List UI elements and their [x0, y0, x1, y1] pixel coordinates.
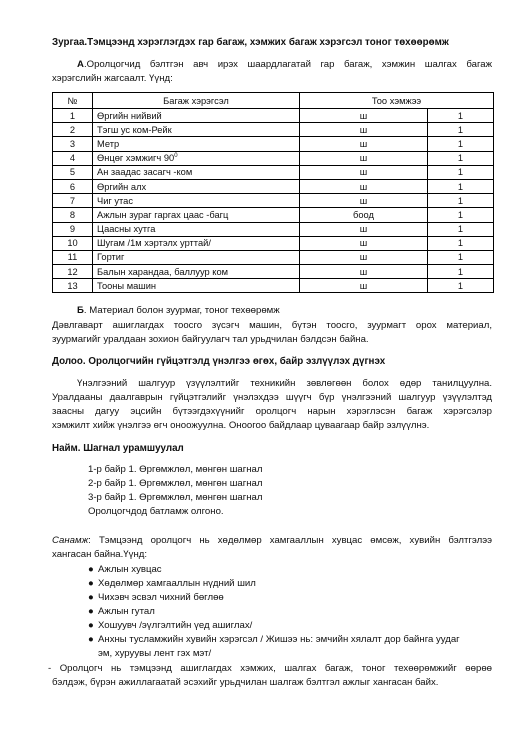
note-text: : Тэмцээнд оролцогч нь хөдөлмөр хамгааллын хувцас өмсөж, хувийн бэлтгэлээ [88, 535, 492, 546]
row-number-cell: 10 [53, 236, 93, 250]
bullet-dot-icon: ● [88, 578, 94, 589]
tool-name-cell: Ан заадас засагч -ком [93, 165, 300, 179]
section-b-title-text: . Материал болон зуурмаг, тоног техөөрөмж [83, 305, 280, 316]
unit-cell: ш [300, 151, 428, 165]
table-row [53, 137, 494, 151]
unit-cell: ш [300, 236, 428, 250]
note-line2: хангасан байна.Үүнд: [52, 549, 148, 560]
section-b-letter: Б [77, 305, 84, 316]
unit-cell: ш [300, 165, 428, 179]
section-b-line1: Дәвлгаварт ашиглагдах тоосго зүсэгч машин, бүтэн тоосго, зуурмагт орох материал, [52, 320, 492, 331]
table-row [53, 222, 494, 236]
bullet-item: ● Хөдөлмөр хамгааллын нүдний шил [88, 578, 256, 589]
unit-cell: ш [300, 279, 428, 293]
bullet-dot-icon: ● [88, 592, 94, 603]
unit-cell: ш [300, 123, 428, 137]
row-number-cell: 6 [53, 179, 93, 193]
unit-cell: ш [300, 250, 428, 264]
note-line1 [52, 534, 492, 548]
quantity-cell: 1 [428, 279, 494, 293]
unit-cell: боод [300, 208, 428, 222]
tool-name-cell: Гортиг [93, 250, 300, 264]
bullet-item: ● Ажлын хувцас [88, 564, 162, 575]
section-six-heading: Зургаа.Тэмцээнд хэрэглэгдэх гар багаж, хэмжих багаж хэрэгсэл тоног төхөөрөмж [52, 37, 449, 48]
bullet-item: ● Анхны тусламжийн хувийн хэрэгсэл / Жишээ нь: эмчийн хялалт дор байнга уудаг [88, 634, 460, 645]
table-row [53, 151, 494, 165]
eval-line4: хэмжилт хийж үнэлгээ өгч оноожуулна. Оноогоо байдлаар цуваагаар байр эзлүүлнэ. [52, 420, 430, 431]
unit-cell: ш [300, 194, 428, 208]
section-seven-heading: Долоо. Оролцогчийн гүйцэтгэлд үнэлгээ өгөх, байр эзлүүлэх дүгнэх [52, 356, 386, 367]
tool-name-cell: Балын харандаа, баллуур ком [93, 265, 300, 279]
section-a-line2: хэрэгслийн жагсаалт. Үүнд: [52, 73, 173, 84]
row-number-cell: 7 [53, 194, 93, 208]
table-header-row [53, 93, 494, 109]
unit-cell: ш [300, 265, 428, 279]
section-a-letter: А [77, 59, 84, 70]
table-row [53, 123, 494, 137]
row-number-cell: 2 [53, 123, 93, 137]
table-row [53, 194, 494, 208]
bullet-dot-icon: ● [88, 564, 94, 575]
unit-cell: ш [300, 179, 428, 193]
row-number-cell: 9 [53, 222, 93, 236]
unit-cell: ш [300, 109, 428, 123]
section-a-line1 [52, 58, 492, 72]
closing-line2: бэлдэж, бүрэн ажиллагаатай эсэхийг урьдчилан шалгаж бэлтгэл ажлыг хангасан байх. [52, 677, 439, 688]
bullet-item: ● Чихэвч эсвэл чихний бөглөө [88, 592, 224, 603]
tool-name-cell: Цаасны хутга [93, 222, 300, 236]
row-number-cell: 11 [53, 250, 93, 264]
section-a-text: .Оролцогчид бэлтгэн авч ирэх шаардлагатай гар багаж, хэмжин шалгах багаж [83, 59, 492, 70]
quantity-cell: 1 [428, 222, 494, 236]
tool-name-cell: Өнцөг хэмжигч $90^0$ [93, 151, 300, 165]
tool-name-cell: Өргийн нийвий [93, 109, 300, 123]
eval-line3: заасны дагуу эцсийн бүтээгдэхүүнийг оролцогч нарын хэрэглэсэн багаж хэрэгсэлэр [52, 406, 492, 417]
unit-cell: ш [300, 137, 428, 151]
table-row [53, 236, 494, 250]
table-row [53, 279, 494, 293]
eval-line1: Үнэлгээний шалгуур үзүүлэлтийг техникийн зөвлөгөөн болох өдөр танилцуулна. [77, 378, 492, 389]
unit-cell: ш [300, 222, 428, 236]
tool-name-cell: Шугам /1м хэртэлх урттай/ [93, 236, 300, 250]
prize-item: 2-р байр 1. Өргөмжлөл, мөнгөн шагнал [88, 478, 263, 489]
quantity-cell: 1 [428, 236, 494, 250]
row-number-cell: 8 [53, 208, 93, 222]
section-eight-heading: Найм. Шагнал урамшуулал [52, 443, 184, 454]
col-header-quantity: Тоо хэмжээ [300, 93, 494, 109]
quantity-cell: 1 [428, 109, 494, 123]
quantity-cell: 1 [428, 151, 494, 165]
bullet-item: ● Ажлын гутал [88, 606, 155, 617]
eval-line2: Уралдааны даалгаврын гүйцэтгэлийг үнэлэхдээ шүүгч бүр үнэлгээний шалгуур үзүүлэлтэд [52, 392, 492, 403]
tool-name-cell: Ажлын зураг гаргах цаас -багц [93, 208, 300, 222]
quantity-cell: 1 [428, 250, 494, 264]
section-b-line2: зуурмагийг уралдаан зохион байгуулагч тал урьдчилан бэлдсэн байна. [52, 334, 369, 345]
table-row [53, 165, 494, 179]
table-row [53, 109, 494, 123]
quantity-cell: 1 [428, 194, 494, 208]
tool-name-cell: Тооны машин [93, 279, 300, 293]
table-row [53, 250, 494, 264]
bullet-dot-icon: ● [88, 606, 94, 617]
prize-item: 1-р байр 1. Өргөмжлөл, мөнгөн шагнал [88, 464, 263, 475]
tool-name-cell: Чиг утас [93, 194, 300, 208]
col-header-tool: Багаж хэрэгсэл [93, 93, 300, 109]
quantity-cell: 1 [428, 179, 494, 193]
row-number-cell: 3 [53, 137, 93, 151]
bullet-dot-icon: ● [88, 620, 94, 631]
tool-name-cell: Тэгш ус ком-Рейк [93, 123, 300, 137]
row-number-cell: 4 [53, 151, 93, 165]
row-number-cell: 1 [53, 109, 93, 123]
table-row [53, 208, 494, 222]
prize-item: Оролцогчдод батламж олгоно. [88, 506, 224, 517]
row-number-cell: 5 [53, 165, 93, 179]
row-number-cell: 13 [53, 279, 93, 293]
section-b-title [52, 304, 492, 318]
table-row [53, 179, 494, 193]
prize-item: 3-р байр 1. Өргөмжлөл, мөнгөн шагнал [88, 492, 263, 503]
bullet-item: ● Хошуувч /эүлгэлтийн үед ашиглах/ [88, 620, 253, 631]
tool-name-cell: Өргийн алх [93, 179, 300, 193]
quantity-cell: 1 [428, 123, 494, 137]
bullet-continuation: эм, хуруувы лент гэх мэт/ [98, 648, 212, 659]
quantity-cell: 1 [428, 165, 494, 179]
closing-line1: - Оролцогч нь тэмцээнд ашиглагдах хэмжих, шалгах багаж, тоног техөөрөмжийг өөрөө [48, 663, 492, 674]
note-label: Санамж [52, 535, 89, 546]
bullet-dot-icon: ● [88, 634, 94, 645]
quantity-cell: 1 [428, 208, 494, 222]
row-number-cell: 12 [53, 265, 93, 279]
tool-name-cell: Метр [93, 137, 300, 151]
col-header-no: № [53, 93, 93, 109]
tools-table [52, 92, 494, 293]
degree-superscript: 0 [174, 153, 178, 160]
table-row [53, 265, 494, 279]
quantity-cell: 1 [428, 265, 494, 279]
quantity-cell: 1 [428, 137, 494, 151]
